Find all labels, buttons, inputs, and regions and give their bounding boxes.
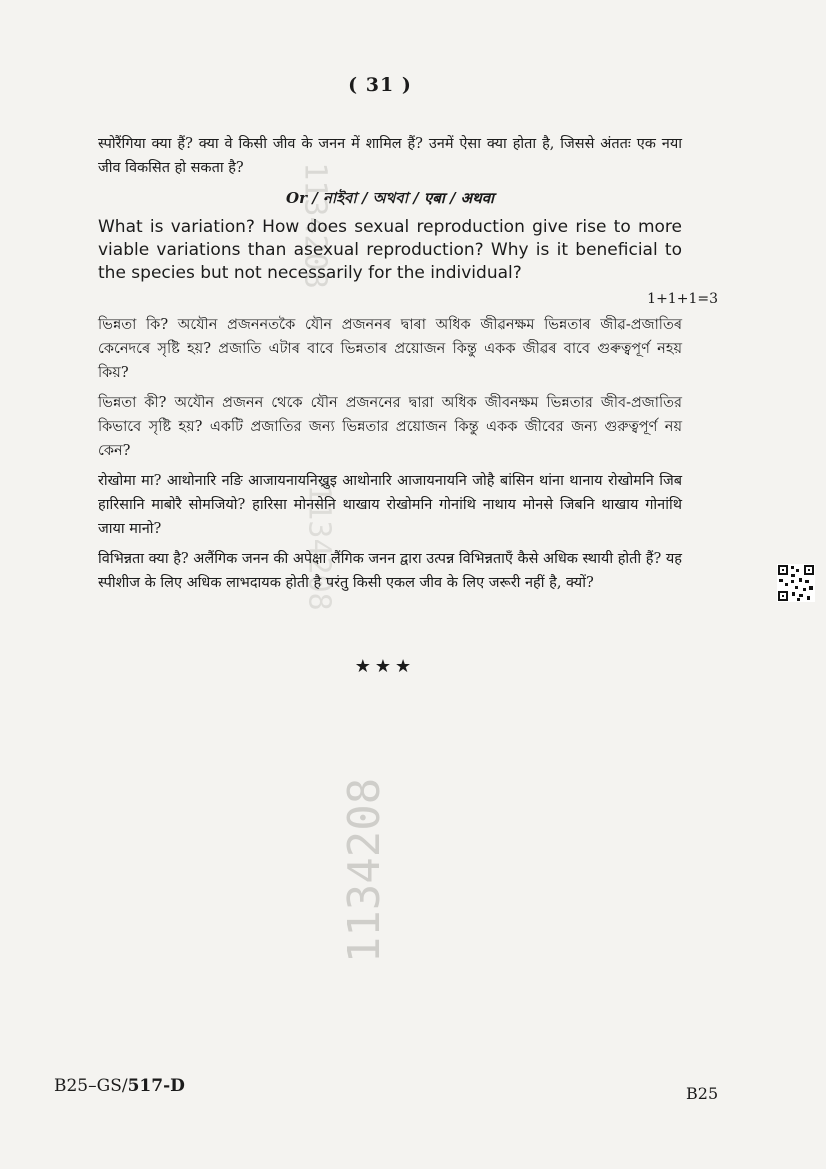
bodo-question: रोखोमा मा? आथोनारि नङि आजायनायनिख्रुइ आथोनारि आजायनायनि जोहै बांसिन थांना थानाय रोखोमनि जिब हारिसानि माबोरै सोमजियो? हारिसा मोनसेनि थाखाय रोखोमनि गोनांथि नाथाय मोनसे जिबनि थाखाय गोनांथि जाया मानो? <box>98 473 682 537</box>
paper-code-number: 517- <box>127 1076 171 1096</box>
paper-code <box>54 1076 185 1096</box>
hindi-intro-text: स्पोरैंगिया क्या हैं? क्या वे किसी जीव के जनन में शामिल हैं? उनमें ऐसा क्या होता है, जिससे अंततः एक नया जीव विकसित हो सकता है? <box>98 136 682 176</box>
watermark-number: 1134208 <box>301 484 337 611</box>
end-of-section-stars: ★★★ <box>354 656 416 677</box>
watermark-number: 1134208 <box>297 162 333 289</box>
question-block <box>98 132 718 601</box>
or-separator: Or / নাইবা / অথবা / एबा / अथवा <box>286 189 494 207</box>
qr-code-icon <box>777 564 815 602</box>
english-question: What is variation? How does sexual reproduction give rise to more viable variations than asexual reproduction? Why is it beneficial to the species but not necessarily for the individual? <box>98 217 682 283</box>
hindi-question: विभिन्नता क्या है? अलैंगिक जनन की अपेक्षा लैंगिक जनन द्वारा उत्पन्न विभिन्नताएँ कैसे अधिक स्थायी होती हैं? यह स्पीशीज के लिए अधिक लाभदायक होती है परंतु किसी एकल जीव के लिए जरूरी नहीं है, क्यों? <box>98 551 682 591</box>
bengali-question: ভিন্নতা কী? অযৌন প্রজনন থেকে যৌন প্রজননের দ্বারা অধিক জীবনক্ষম ভিন্নতার জীব-প্রজাতির কিভাবে সৃষ্টি হয়? একটি প্রজাতির জন্য ভিন্নতার প্রয়োজন কিন্তু একক জীবের জন্য গুরুত্বপূর্ণ নয় কেন? <box>98 395 682 459</box>
marks-distribution: 1+1+1=3 <box>647 291 718 307</box>
assamese-question: ভিন্নতা কি? অযৌন প্ৰজননতকৈ যৌন প্ৰজননৰ দ্বাৰা অধিক জীৱনক্ষম ভিন্নতাৰ জীৱ-প্ৰজাতিৰ কেনেদৰে সৃষ্টি হয়? প্ৰজাতি এটাৰ বাবে ভিন্নতাৰ প্ৰয়োজন কিন্তু একক জীৱৰ বাবে গুৰুত্বপূৰ্ণ নহয় কিয়? <box>98 317 682 381</box>
watermark-number: 1134208 <box>339 777 391 964</box>
footer-series-code: B25 <box>686 1084 719 1103</box>
page-number: ( 31 ) <box>348 74 412 96</box>
paper-code-suffix: D <box>170 1076 185 1096</box>
paper-code-prefix: B25–GS/ <box>54 1076 128 1096</box>
